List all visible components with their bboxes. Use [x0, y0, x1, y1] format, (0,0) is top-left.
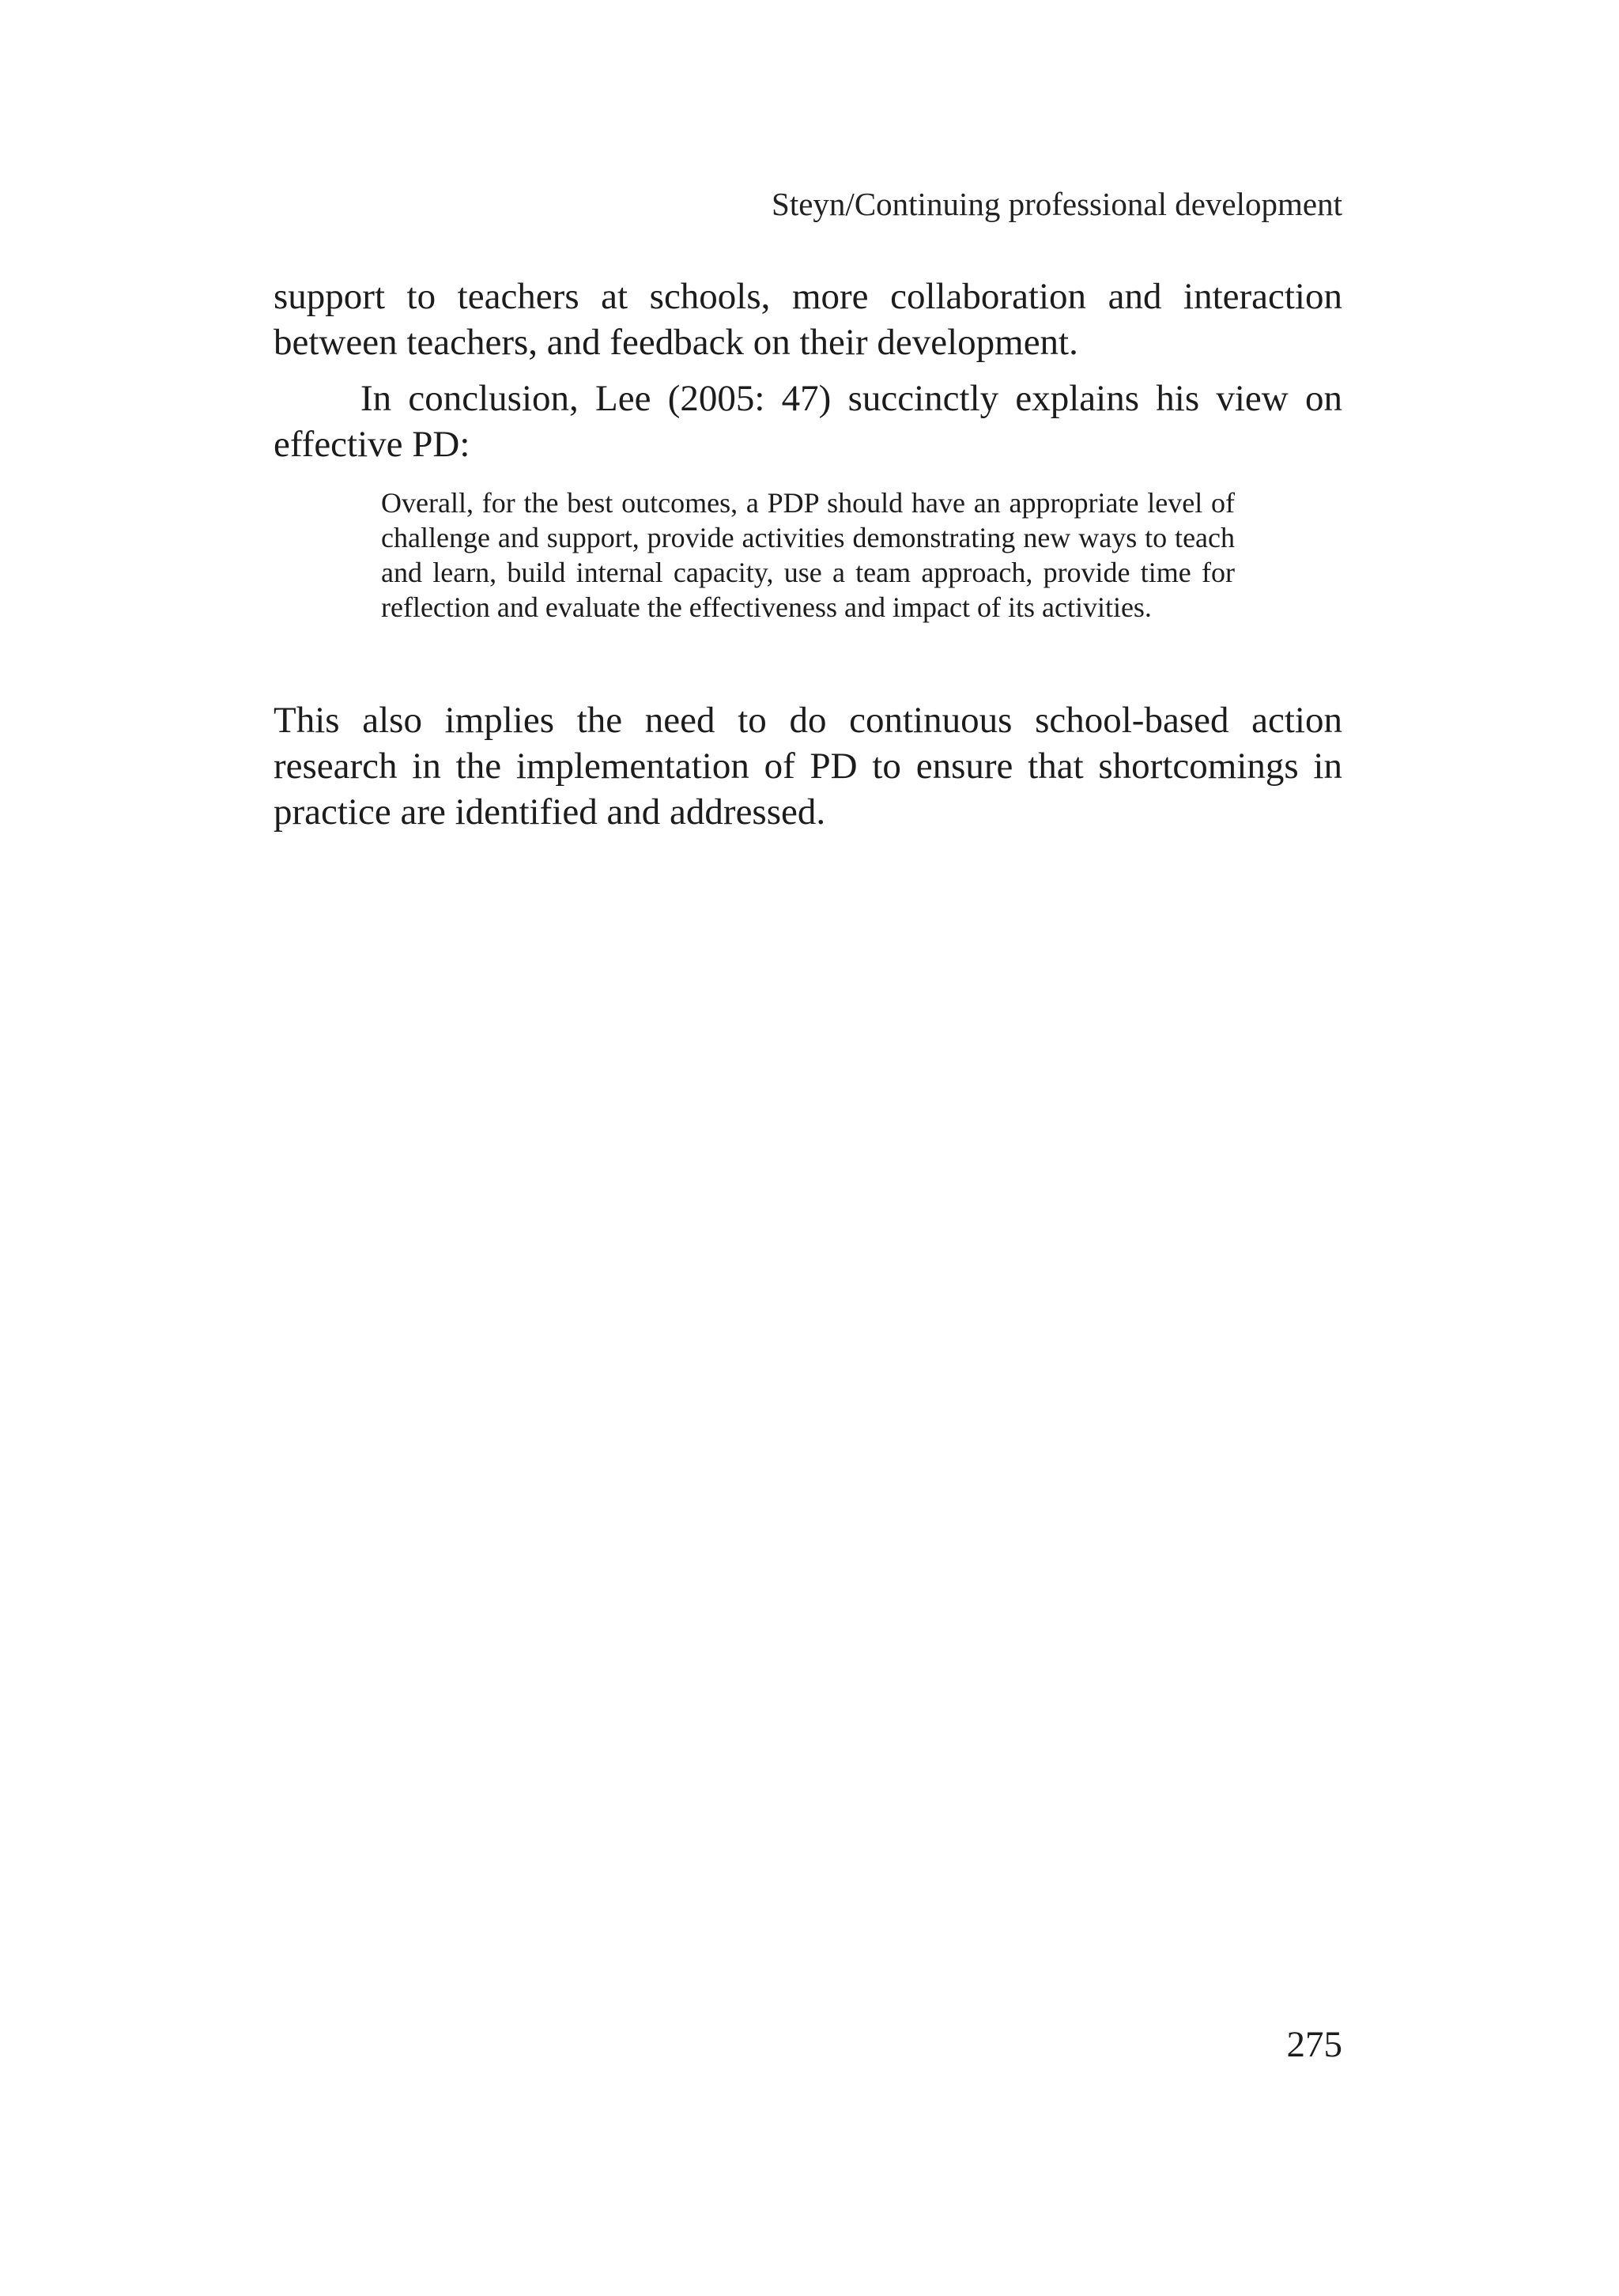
- body-paragraph-1: support to teachers at schools, more collaboration and interaction between teachers, and feedback on their development.: [274, 276, 1342, 363]
- running-head: Steyn/Continuing professional development: [772, 186, 1342, 222]
- page-number: 275: [1286, 2024, 1342, 2065]
- body-paragraph-2: In conclusion, Lee (2005: 47) succinctly explains his view on effective PD:: [274, 378, 1342, 465]
- block-quote: Overall, for the best outcomes, a PDP should have an appropriate level of challenge and support, provide activities demonstrating new ways to teach and learn, build internal capacity, use a team approach, provide time for reflection and evaluate the effectiveness and impact of its activities.: [381, 487, 1235, 623]
- body-paragraph-3: This also implies the need to do continuous school-based action research in the implementation of PD to ensure that shortcomings in practice are identified and addressed.: [274, 700, 1342, 833]
